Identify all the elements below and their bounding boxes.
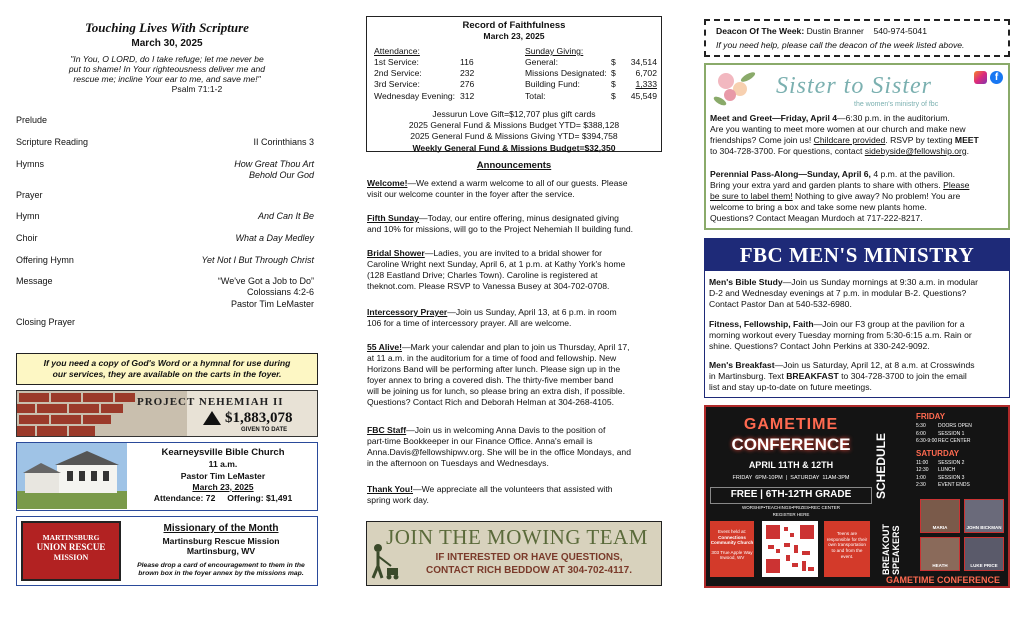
record-of-faithfulness [366,16,662,152]
announcement-text: foyer annex to bring a covered dish. The thirty-five member band [367,374,614,385]
nehemiah-amount: $1,883,078 [225,410,293,426]
speaker-photo [920,499,960,533]
gametime-times: FRIDAY 6PM-10PM | SATURDAY 11AM-3PM [732,475,850,481]
venue-label: Event held at: [717,529,747,534]
attendance-row-label: 2nd Service: [374,68,422,79]
order-row [16,276,318,309]
gametime-schedule [916,411,1010,490]
venue-address: 303 True Apple Way Inwood, WV [711,549,753,560]
schedule-row [916,475,1010,483]
announcement-heading: Thank You! [367,484,413,494]
sister-event-text: 4 p.m. at the pavilion. [870,169,956,179]
men-item-text: —Join us Sunday mornings at 9:30 a.m. in modular [782,277,979,287]
announcement-text: —Today, our entire offering, minus designated giving [419,213,619,223]
verse-line: put to shame! In Your righteousness deliver me and [68,64,266,75]
sister-event-1 [710,113,1008,157]
verse-line: "In You, O LORD, do I take refuge; let me never be [70,54,264,64]
announcement-text: Questions? Contact Rich and Deborah Helman at 304-268-4105. [367,396,614,407]
attendance-label: Attendance: [374,46,420,56]
announcement-item [367,342,663,407]
order-value: Colossians 4:2-6 [246,287,314,298]
schedule-time: 6:00 [916,430,926,437]
announcement-text: in the afternoon on Tuesdays and Wednesdays. [367,457,549,468]
schedule-row [916,460,1010,468]
sister-event-text: Are you wanting to meet more women at our church and make new [710,123,966,134]
announcement-text: —We extend a warm welcome to all of our guests. Please [407,178,628,188]
sister-event-emphasis: Please [943,179,970,190]
giving-ytd-line: 2025 General Fund & Missions Giving YTD= $394,758 [410,131,618,142]
bible-hymnal-note [16,353,318,385]
giving-row-value: 34,514 [630,57,657,67]
sister-event-heading: Perennial Pass-Along—Sunday, April 6, [710,169,871,179]
mission-note-line: brown box in the foyer annex by the missions map. [138,570,304,578]
deacon-of-week [704,19,1010,57]
budget-ytd-line: 2025 General Fund & Missions Budget YTD= $388,128 [408,120,620,131]
sister-tagline: the women's ministry of fbc [854,101,939,108]
deacon-phone: 540-974-5041 [873,26,927,36]
scripture-verse [16,54,318,94]
attendance-row [374,79,484,90]
church-photo [17,443,127,509]
sister-event-2 [710,169,1008,224]
attendance-row-label: 3rd Service: [374,79,420,90]
announcement-text: visit our welcome counter in the foyer after the service. [367,188,575,199]
announcement-text: —We appreciate all the volunteers that assisted with [413,484,613,494]
order-row [16,211,318,222]
announcement-text: —Join us Sunday, April 13, at 6 p.m. in room [447,307,617,317]
announcements-title: Announcements [476,160,552,171]
order-label: Choir [16,233,38,243]
attendance-row [374,57,484,68]
men-item-keyword: BREAKFAST [786,370,839,381]
attendance-list [374,57,484,102]
nehemiah-sub: GIVEN TO DATE [241,427,288,433]
attendance-row-value: 116 [460,57,474,67]
sister-event-text: to 304-728-3700. For questions, contact [710,145,865,156]
announcement-text: at 11 a.m. in the auditorium for a time of food and fellowship. New [367,352,617,363]
announcement-heading: Intercessory Prayer [367,307,448,317]
announcement-text: (128 Eastland Drive; Charles Town). Caroline is registered at [367,269,598,280]
schedule-event: EVENT ENDS [938,482,970,488]
sister-event-text: —6:30 p.m. in the auditorium. [837,113,950,123]
announcement-item [367,484,663,506]
giving-row-label: Building Fund: [525,79,580,90]
schedule-event: LUNCH [938,467,956,473]
schedule-event: SESSION 2 [938,459,965,466]
schedule-time: 5:30 [916,423,926,429]
schedule-row [916,423,1010,431]
sister-event-text: Nothing to give away? No problem! You are [792,190,961,201]
announcement-text: theknot.com. Please RSVP to Vanessa Busey at 304-702-0708. [367,280,610,291]
mission-title: Missionary of the Month [163,523,279,534]
note-line: our services, they are available on the carts in the foyer. [52,369,282,380]
men-item [709,277,1007,310]
men-item-text: shine. Questions? Contact John Perkins at 330-242-9092. [709,340,930,351]
sister-event-text: friendships? Come join us! [710,134,814,145]
giving-row [525,57,657,68]
order-label: Offering Hymn [16,255,74,265]
attendance-row [374,91,484,102]
schedule-time: 1:00 [916,474,926,481]
deacon-name: Dustin Branner [806,26,864,36]
speaker-name: JOHN BICKMAN [966,525,1002,531]
giving-label: Sunday Giving: [525,46,584,56]
mowing-line: IF INTERESTED OR HAVE QUESTIONS, [435,552,623,563]
schedule-time: 6:30-9:00 [916,438,938,444]
kbc-pastor: Pastor Tim LeMaster [180,470,266,481]
giving-row-label: General: [525,57,558,67]
giving-row-value: 1,333 [635,79,657,90]
men-item [709,360,1007,393]
speaker-photo [964,499,1004,533]
announcement-text: Caroline Wright next Sunday, April 6, at 1 p.m. at Kathy York's home [367,258,626,269]
kbc-name: Kearneysville Bible Church [161,447,285,458]
flower-icon [712,67,758,109]
email-link[interactable]: sidebyside@fellowship.org [864,145,967,156]
mens-ministry-banner: FBC MEN'S MINISTRY [705,239,1009,271]
sister-event-text: Questions? Contact Meagan Murdoch at 717-222-8217. [710,212,923,223]
love-gift-line: Jessurun Love Gift=$12,707 plus gift cards [432,109,596,119]
announcement-text: and 10% for missions, will go to the Project Nehemiah II building fund. [367,223,634,234]
sister-event-text: welcome to bring a box and take some new plants home. [710,201,927,212]
announcement-text: will be joining us for lunch, so please bring an extra dish, if possible. [367,385,625,396]
attendance-row-label: Wednesday Evening: [374,90,456,101]
gametime-dates: APRIL 11TH & 12TH [748,460,834,470]
order-value: How Great Thou Art [234,159,314,169]
men-item-text: to 304-728-3700 to join the email [838,370,967,381]
order-label: Hymns [16,159,45,169]
schedule-label: SCHEDULE [874,432,888,499]
order-value: “We've Got a Job to Do” [217,276,314,286]
sister-event-text: . RSVP by texting [885,134,955,145]
men-item-text: D-2 and Wednesday evenings at 7 p.m. in modular B-2. Questions? [709,287,967,298]
order-row [16,317,318,328]
gametime-subtitle: CONFERENCE [731,435,851,454]
mission-name: Martinsburg Rescue Mission [162,535,280,546]
schedule-day: FRIDAY [916,412,946,421]
mens-ministry-card [704,238,1010,398]
men-item [709,319,1007,352]
speaker-photo [920,537,960,571]
mowing-team-banner [366,521,662,586]
schedule-time: 11:00 [916,459,929,466]
schedule-row [916,431,1010,439]
venue-box [710,521,754,577]
schedule-row [916,482,1010,490]
order-row [16,255,318,266]
men-item-heading: Men's Breakfast [709,360,775,370]
instagram-icon[interactable] [974,71,987,84]
announcement-text: —Mark your calendar and plan to join us Thursday, April 17, [402,342,630,352]
schedule-day: SATURDAY [916,448,960,458]
order-label: Message [16,276,53,286]
giving-row-value: 6,702 [635,68,657,79]
order-row [16,190,318,201]
men-item-heading: Fitness, Fellowship, Faith [709,319,814,329]
speaker-name: LUKE PRICE [970,563,998,569]
giving-row-currency: $ [611,68,616,79]
gametime-poster [704,405,1010,588]
childcare-link: Childcare provided [813,134,886,145]
order-label: Prelude [16,115,48,125]
men-item-text: list and stay up-to-date on future meetings. [709,381,872,392]
schedule-event: DOORS OPEN [938,423,972,429]
schedule-event: REC CENTER [938,438,971,444]
order-value-group [218,276,314,310]
men-item-text: in Martinsburg. Text [709,370,787,381]
venue-name: Connections Community Church [710,534,754,545]
record-title: Record of Faithfulness [462,20,566,31]
mission-location: Martinsburg, WV [186,546,256,557]
announcement-item [367,178,663,200]
verse-reference: Psalm 71:1-2 [171,84,223,95]
sister-event-emphasis: be sure to label them! [710,190,793,201]
record-summary [367,109,661,154]
facebook-icon[interactable]: f [990,71,1003,84]
announcement-text: Anna.Davis@fellowshipwv.org. She will be in the office Mondays, and [367,446,631,457]
announcement-heading: 55 Alive! [367,342,403,352]
gametime-free: FREE | 6TH-12TH GRADE [710,487,872,504]
announcement-heading: FBC Staff [367,425,407,435]
gametime-footer: GAMETIME CONFERENCE [885,575,1000,585]
order-value: Yet Not I But Through Christ [201,255,314,265]
men-item-text: —Join us Saturday, April 12, at 8 a.m. at Crosswinds [774,360,975,370]
order-row [16,115,318,126]
giving-row-currency: $ [611,90,616,101]
gametime-activities: WORSHIP•TEACHINGS•PRIZES•REC CENTER [742,505,840,510]
qr-code-icon[interactable] [762,521,818,577]
announcement-text: Horizons Band will be performing after lunch. Please sign up in the [367,363,621,374]
weekly-budget-line: Weekly General Fund & Missions Budget=$32,350 [412,142,616,153]
mowing-line: CONTACT RICH BEDDOW AT 304-702-4117. [426,565,632,576]
sister-to-sister-card [704,63,1010,230]
kbc-time: 11 a.m. [208,459,238,470]
giving-row-label: Total: [525,90,546,101]
sister-event-keyword: MEET [954,134,979,145]
mowing-title: JOIN THE MOWING TEAM [386,525,648,549]
attendance-row-label: 1st Service: [374,57,419,67]
sister-logo: Sister to Sister [776,73,933,99]
order-row [16,233,318,244]
men-item-text: morning workout every Tuesday morning from 5:30-6:15 a.m. Rain or [709,329,972,340]
announcement-heading: Bridal Shower [367,248,425,258]
project-nehemiah-banner [16,390,318,437]
men-item-text: —Join our F3 group at the pavilion for a [813,319,965,329]
sister-event-heading: Meet and Greet—Friday, April 4 [710,113,838,123]
order-label: Prayer [16,190,43,200]
deacon-note: If you need help, please call the deacon of the week listed above. [716,39,965,50]
giving-list [525,57,657,102]
giving-row [525,68,657,79]
kbc-date: March 23, 2025 [192,481,254,492]
speaker-name: MARIA [932,525,948,531]
schedule-time: 2:30 [916,482,926,488]
speaker-name: HEATH [932,563,948,569]
giving-row [525,91,657,102]
kbc-details [129,447,317,504]
announcement-text: —Ladies, you are invited to a bridal shower for [424,248,603,258]
kbc-stats: Attendance: 72 Offering: $1,491 [153,492,293,503]
sister-event-text: . [966,145,970,156]
order-label: Scripture Reading [16,137,89,147]
announcement-heading: Fifth Sunday [367,213,420,223]
giving-row-value: 45,549 [630,90,657,101]
order-value: And Can It Be [257,211,314,221]
mission-details [125,523,317,579]
announcement-item [367,248,663,292]
announcement-item [367,307,663,329]
mission-logo [21,521,121,581]
mission-logo-line: UNION RESCUE [36,542,106,552]
attendance-row-value: 312 [460,90,475,101]
schedule-row [916,438,1010,446]
attendance-row [374,68,484,79]
verse-line: rescue me; incline Your ear to me, and save me!" [73,74,261,85]
record-date: March 23, 2025 [483,31,545,41]
attendance-row-value: 232 [460,68,475,79]
mission-note-line: Please drop a card of encouragement to them in the [137,561,305,569]
announcement-text: part-time Bookkeeper in our Finance Office. Anna's email is [367,435,593,446]
breakout-speakers-label: BREAKOUT SPEAKERS [881,524,901,575]
register-label: REGISTER HERE [772,512,810,517]
nehemiah-title: PROJECT NEHEMIAH II [137,396,284,408]
note-line: If you need a copy of God's Word or a hymnal for use during [43,358,291,368]
mission-logo-line: MARTINSBURG [42,533,100,542]
service-title: Touching Lives With Scripture [85,20,249,35]
sister-event-text: Bring your extra yard and garden plants to share with others. [710,179,944,190]
announcement-text: 106 for a time of intercessory prayer. All are welcome. [367,317,572,328]
announcement-heading: Welcome! [367,178,408,188]
gametime-title: GAMETIME [743,416,839,433]
announcement-text: —Join us in welcoming Anna Davis to the position of [406,425,606,435]
schedule-time: 12:30 [916,467,929,473]
schedule-event: SESSION 3 [938,474,965,481]
order-label: Closing Prayer [16,317,76,327]
announcement-text: spring work day. [367,494,429,505]
speaker-photo [964,537,1004,571]
giving-row-currency: $ [611,57,616,67]
giving-row-currency: $ [611,79,616,90]
teens-note: Teens are responsible for their own transportation to and from the event. [824,521,870,577]
chevron-up-icon [203,411,221,425]
men-item-heading: Men's Bible Study [709,277,783,287]
giving-row [525,79,657,90]
announcement-item [367,213,663,235]
schedule-row [916,467,1010,475]
men-item-text: Contact Pastor Dan at 540-532-6980. [709,298,852,309]
giving-row-label: Missions Designated: [525,68,607,79]
missionary-card [16,516,318,586]
service-date: March 30, 2025 [131,38,203,49]
order-value: II Corinthians 3 [253,137,314,147]
kearneysville-card [16,442,318,511]
attendance-row-value: 276 [460,79,475,90]
order-value: What a Day Medley [235,233,314,243]
order-value: Behold Our God [248,170,314,181]
schedule-event: SESSION 1 [938,430,965,437]
order-value-group [234,159,314,182]
order-value: Pastor Tim LeMaster [230,298,314,309]
order-label: Hymn [16,211,40,221]
order-row [16,137,318,148]
announcement-item [367,425,663,469]
deacon-label: Deacon Of The Week: [716,26,805,36]
mission-logo-line: MISSION [53,552,89,562]
order-row [16,159,318,181]
